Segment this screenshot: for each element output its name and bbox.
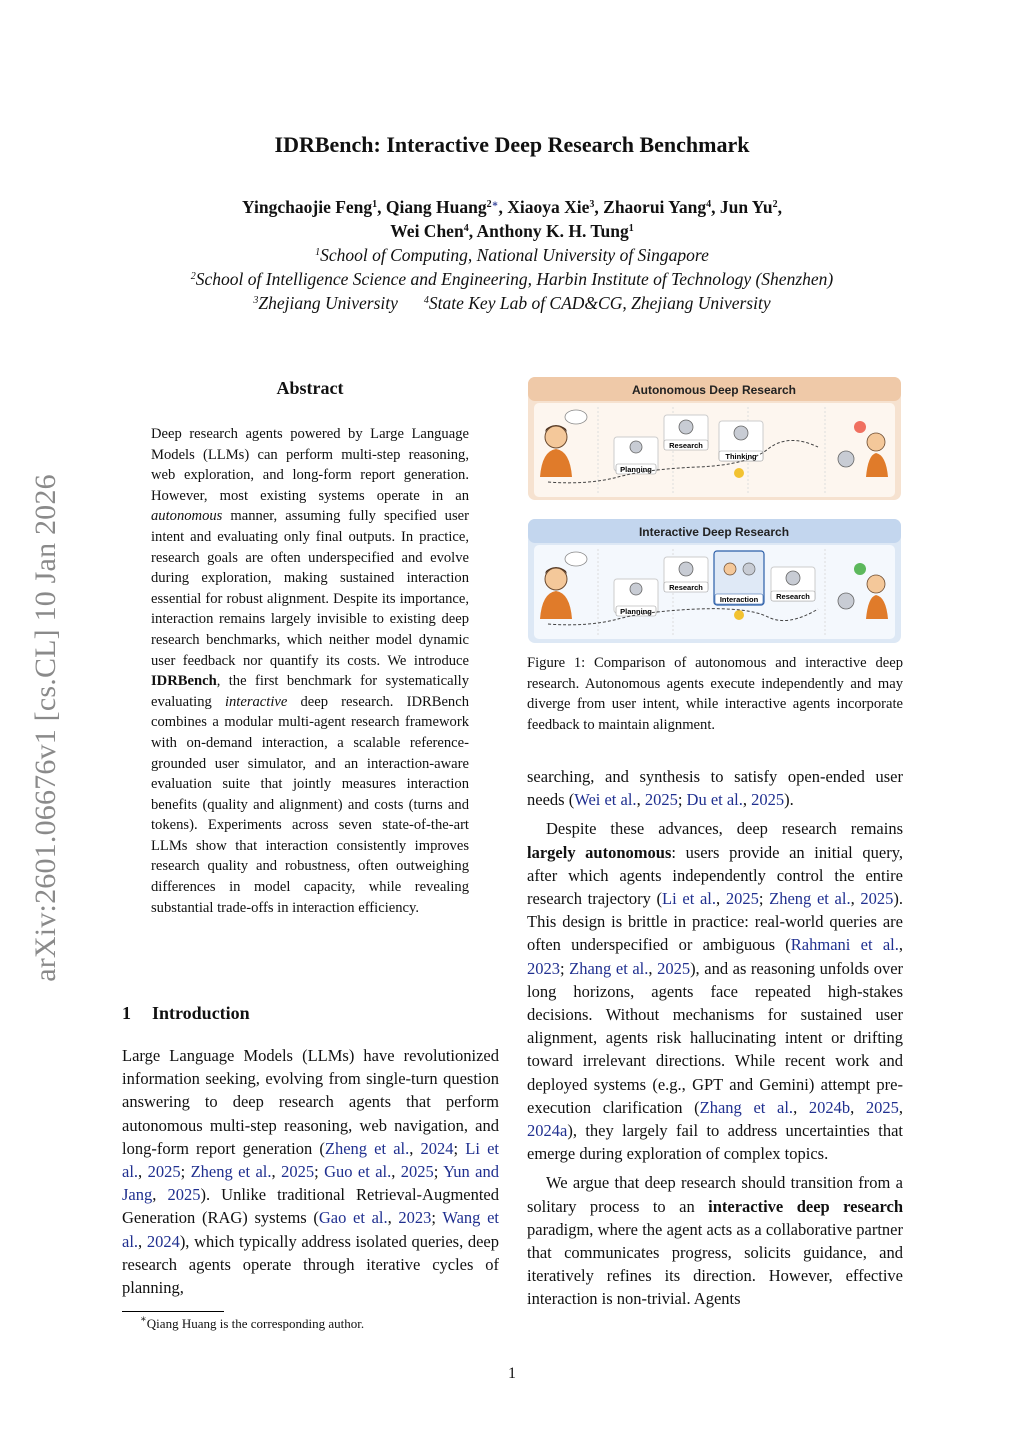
thinking-label: Thinking — [725, 452, 757, 461]
research-card — [771, 567, 815, 601]
interaction-label: Interaction — [719, 595, 759, 604]
paragraph: searching, and synthesis to satisfy open-ended user needs (Wei et al., 2025; Du et al., 2025). — [527, 767, 903, 810]
citation-link[interactable]: Zheng et al. — [769, 889, 851, 909]
citation-link[interactable]: Du et al. — [686, 790, 743, 810]
planning-card — [614, 579, 658, 616]
citation-link[interactable]: Gao et al. — [318, 1208, 388, 1228]
citation-link[interactable]: 2025 — [865, 1097, 899, 1117]
paragraph: We argue that deep research should transition from a solitary process to an interactive deep research paradigm, where the agent acts as a collaborative partner that communicates progress, solicits guidance, and iteratively refines its direction. However, effective interaction is non-trivial. Agents — [527, 1173, 903, 1309]
citation-link[interactable]: Yun and Jang — [122, 1162, 500, 1205]
footnote-rule — [122, 1311, 224, 1312]
citation-link[interactable]: 2024a — [527, 1121, 568, 1141]
paper-title: IDRBench: Interactive Deep Research Benchmark — [274, 132, 750, 157]
citation-link[interactable]: Zhang et al. — [569, 958, 649, 978]
arxiv-stamp: arXiv:2601.06676v1 [cs.CL] 10 Jan 2026 — [29, 474, 62, 982]
citation-link[interactable]: 2023 — [398, 1208, 432, 1228]
research-label: Research — [776, 592, 810, 601]
affiliation-3-4: $^3$Zhejiang University $^4$State Key Lab of CAD&CG, Zhejiang University — [253, 293, 771, 313]
citation-link[interactable]: 2025 — [147, 1162, 181, 1182]
author-line-2: Wei Chen$^4$, Anthony K. H. Tung$^1$ — [390, 221, 634, 241]
citation-link[interactable]: 2024 — [146, 1231, 180, 1251]
research-label: Research — [669, 441, 703, 450]
abstract-heading: Abstract — [276, 378, 344, 398]
citation-link[interactable]: Zheng et al. — [324, 1138, 410, 1158]
figure-caption: Figure 1: Comparison of autonomous and interactive deep research. Autonomous agents execute independently and may diverge from user intent, while interactive agents incorporate feedback to maintain alignment. — [527, 655, 903, 733]
interactive-panel-title: Interactive Deep Research — [638, 525, 790, 539]
citation-link[interactable]: 2025 — [400, 1162, 434, 1182]
affiliation-2: $^2$School of Intelligence Science and Engineering, Harbin Institute of Technology (Shenzhen) — [190, 269, 834, 289]
citation-link[interactable]: 2025 — [644, 790, 678, 810]
research-card — [664, 557, 708, 592]
planning-label: Planning — [620, 465, 652, 474]
research-card — [664, 415, 708, 450]
citation-link[interactable]: Guo et al. — [324, 1162, 392, 1182]
research-label: Research — [669, 583, 703, 592]
citation-link[interactable]: 2025 — [860, 889, 894, 909]
citation-link[interactable]: 2025 — [725, 889, 759, 909]
citation-link[interactable]: Li et al. — [122, 1138, 499, 1182]
citation-link[interactable]: Wang et al. — [122, 1208, 500, 1251]
citation-link[interactable]: Zhang et al. — [699, 1097, 794, 1117]
citation-link[interactable]: Li et al. — [662, 889, 717, 909]
citation-link[interactable]: 2025 — [167, 1185, 201, 1205]
affiliation-1: $^1$School of Computing, National University of Singapore — [315, 245, 709, 265]
citation-link[interactable]: 2025 — [751, 790, 785, 810]
figure-1 — [528, 377, 901, 643]
citation-link[interactable]: 2025 — [281, 1162, 315, 1182]
citation-link[interactable]: 2023 — [527, 958, 560, 978]
section-heading: 1 Introduction — [122, 1003, 250, 1023]
citation-link[interactable]: Zheng et al. — [190, 1162, 272, 1182]
autonomous-panel-title: Autonomous Deep Research — [631, 383, 797, 397]
planning-label: Planning — [620, 607, 652, 616]
intro-left-column: Large Language Models (LLMs) have revolutionized information seeking, evolving from single-turn question answering to deep research agents that perform autonomous multi-step reasoning, web navigation, and long-form report generation (Zheng et al., 2024; Li et al., 2025; Zheng et al., 2025; Guo et al., 2025; Yun and Jang, 2025). Unlike traditional Retrieval-Augmented Generation (RAG) systems (Gao et al., 2023; Wang et al., 2024), which typically address isolated queries, deep research agents operate through iterative cycles of planning, — [122, 1046, 500, 1298]
citation-link[interactable]: Wei et al. — [574, 790, 637, 810]
abstract-body: Deep research agents powered by Large Language Models (LLMs) can perform multi-step reasoning, web exploration, and long-form report generation. However, most existing systems operate in an autonomous manner, assuming fully specified user intent and evaluating only final outputs. In practice, research goals are often underspecified and evolve during exploration, making sustained interaction essential for robust alignment. Despite its importance, interaction remains largely invisible to existing deep research benchmarks, which neither model dynamic user feedback nor quantify its costs. We introduce IDRBench, the first benchmark for systematically evaluating interactive deep research. IDRBench combines a modular multi-agent research framework with on-demand interaction, a scalable reference-grounded user simulator, and an interaction-aware evaluation suite that jointly measures interaction benefits (quality and alignment) and costs (turns and tokens). Experiments across seven state-of-the-art LLMs show that interaction consistently improves research quality and robustness, often outweighing differences in model capacity, while revealing substantial trade-offs in interaction efficiency. — [151, 426, 469, 916]
citation-link[interactable]: 2024b — [808, 1097, 851, 1117]
intro-right-column — [527, 765, 903, 1317]
planning-card — [614, 437, 658, 474]
author-line-1: Yingchaojie Feng$^1$, Qiang Huang$^{2∗}$, Xiaoya Xie$^3$, Zhaorui Yang$^4$, Jun Yu$^2$, — [242, 197, 782, 217]
page-number: 1 — [508, 1365, 516, 1382]
citation-link[interactable]: 2024 — [420, 1138, 454, 1158]
citation-link[interactable]: Rahmani et al. — [790, 935, 899, 955]
footnote: ∗Qiang Huang is the corresponding author. — [140, 1314, 365, 1331]
paragraph: Despite these advances, deep research remains largely autonomous: users provide an initial query, after which agents independently control the entire research trajectory (Li et al., 2025; Zheng et al., 2025). This design is brittle in practice: real-world queries are often underspecified or ambiguous (Rahmani et al., 2023; Zhang et al., 2025), and as reasoning unfolds over long horizons, agents face repeated high-stakes decisions. Without mechanisms for sustained user alignment, agents risk hallucinating intent or drifting toward irrelevant directions. While recent work and deployed systems (e.g., GPT and Gemini) attempt pre-execution clarification (Zhang et al., 2024b, 2025, 2024a), they largely fail to address uncertainties that emerge during exploration of complex topics. — [527, 819, 904, 1164]
citation-link[interactable]: 2025 — [657, 958, 691, 978]
